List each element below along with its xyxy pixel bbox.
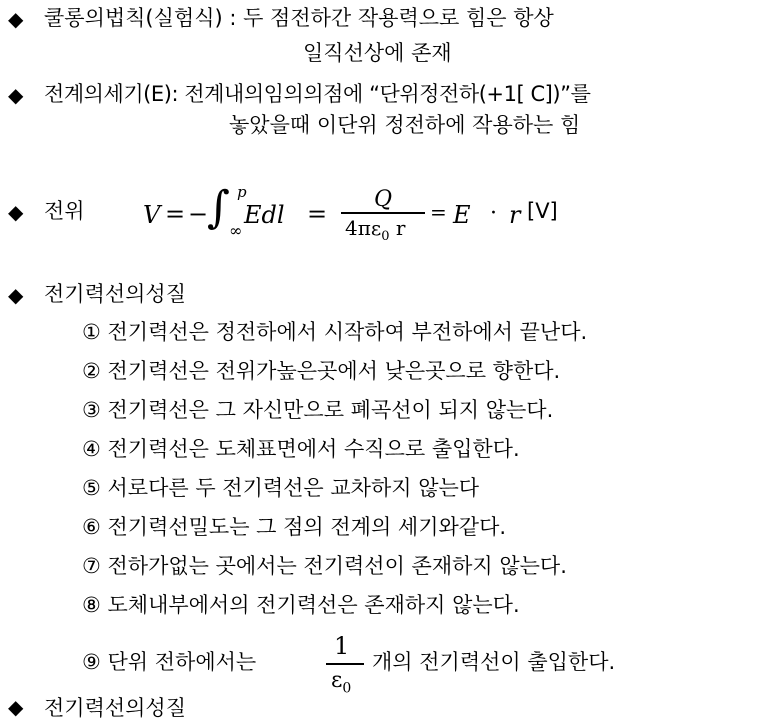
integral-sign: ∫	[207, 182, 230, 233]
bullet-icon: ◆	[8, 83, 24, 107]
fraction-numerator: Q	[374, 187, 393, 212]
list-item: ③ 전기력선은 그 자신만으로 폐곡선이 되지 않는다.	[82, 398, 554, 422]
electric-field-line2: 놓았을때 이단위 정전하에 작용하는 힘	[229, 113, 581, 137]
list-item: ② 전기력선은 전위가높은곳에서 낮은곳으로 향한다.	[82, 359, 561, 383]
formula-equals: =	[165, 200, 186, 228]
list-item: ① 전기력선은 정전하에서 시작하여 부전하에서 끝난다.	[82, 320, 588, 344]
formula-equals: =	[307, 200, 328, 228]
list-item: ⑧ 도체내부에서의 전기력선은 존재하지 않는다.	[82, 593, 520, 617]
formula-minus: −	[188, 200, 209, 228]
fraction-denominator: $\varepsilon_0$	[331, 668, 352, 697]
integral-lower-limit: ∞	[229, 221, 243, 240]
electric-field-line1: 전계의세기(E): 전계내의임의의점에 “단위정전하(+1[ C])”를	[44, 82, 591, 106]
fraction-numerator: 1	[334, 632, 350, 660]
next-section-title: 전기력선의성질	[44, 696, 187, 720]
integral-upper-limit: p	[237, 183, 247, 201]
list-item: ⑦ 전하가없는 곳에서는 전기력선이 존재하지 않는다.	[82, 554, 567, 578]
section-title: 전기력선의성질	[44, 282, 187, 306]
formula-e: E	[453, 201, 471, 229]
list-item-9-prefix: ⑨ 단위 전하에서는	[82, 650, 257, 674]
coulomb-law-line1: 쿨롱의법칙(실험식) : 두 점전하간 작용력으로 힘은 항상	[44, 6, 554, 30]
fraction-denominator: $4\pi\varepsilon_0$ r	[345, 216, 406, 244]
fraction-bar	[326, 663, 364, 665]
formula-r: r	[509, 201, 521, 229]
potential-label: 전위	[44, 199, 85, 223]
formula-unit: [V]	[527, 199, 558, 223]
formula-dot: ·	[490, 201, 497, 226]
formula-v: V	[143, 201, 161, 229]
coulomb-law-line2: 일직선상에 존재	[303, 41, 452, 65]
bullet-icon: ◆	[8, 283, 24, 307]
formula-equals: =	[430, 200, 447, 224]
bullet-icon: ◆	[8, 695, 24, 719]
fraction-bar	[341, 212, 425, 214]
list-item: ⑤ 서로다른 두 전기력선은 교차하지 않는다	[82, 476, 480, 500]
list-item-9-suffix: 개의 전기력선이 출입한다.	[372, 650, 616, 674]
bullet-icon: ◆	[8, 7, 24, 31]
list-item: ④ 전기력선은 도체표면에서 수직으로 출입한다.	[82, 437, 520, 461]
integrand: Edl	[244, 201, 285, 229]
bullet-icon: ◆	[8, 200, 24, 224]
list-item: ⑥ 전기력선밀도는 그 점의 전계의 세기와같다.	[82, 515, 507, 539]
